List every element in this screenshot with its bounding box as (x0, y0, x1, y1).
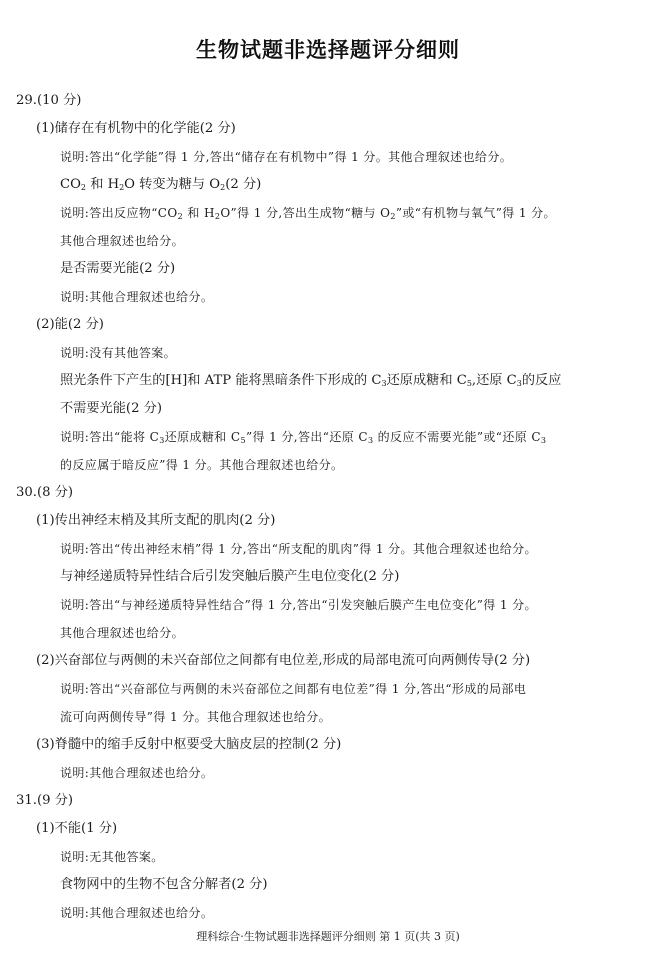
scoring-note: 说明:答出“化学能”得 1 分,答出“储存在有机物中”得 1 分。其他合理叙述也给分。 (60, 150, 513, 164)
scoring-note: 的反应属于暗反应”得 1 分。其他合理叙述也给分。 (60, 458, 344, 472)
scoring-note: 说明:其他合理叙述也给分。 (60, 290, 214, 304)
answer-line: $CO_2$ 和 $H_2O$ 转变为糖与 $O_2(2$ 分) (60, 177, 262, 192)
sub-question-answer: (2)能(2 分) (36, 317, 104, 332)
sub-question-answer: (1)传出神经末梢及其所支配的肌肉(2 分) (36, 513, 276, 528)
scoring-note: 说明:答出“传出神经末梢”得 1 分,答出“所支配的肌肉”得 1 分。其他合理叙述也给分。 (60, 542, 537, 556)
question-heading: 30.(8 分) (16, 485, 74, 500)
answer-line: 与神经递质特异性结合后引发突触后膜产生电位变化(2 分) (60, 569, 400, 584)
answer-line: 不需要光能(2 分) (60, 401, 162, 416)
scoring-note: 说明:其他合理叙述也给分。 (60, 766, 214, 780)
scoring-note: 说明:答出“兴奋部位与两侧的未兴奋部位之间都有电位差”得 1 分,答出“形成的局部电 (60, 682, 527, 696)
scoring-note: 说明:无其他答案。 (60, 850, 164, 864)
page-footer: 理科综合·生物试题非选择题评分细则 第 1 页(共 3 页) (196, 930, 460, 943)
answer-line: 照光条件下产生的[H]和 ATP 能将黑暗条件下形成的 $C_3$还原成糖和 $C_5$,还原 $C_3$的反应 (60, 373, 562, 388)
scoring-note: 其他合理叙述也给分。 (60, 234, 185, 248)
answer-line: 食物网中的生物不包含分解者(2 分) (60, 877, 268, 892)
sub-question-answer: (2)兴奋部位与两侧的未兴奋部位之间都有电位差,形成的局部电流可向两侧传导(2 分) (36, 653, 531, 668)
sub-question-answer: (1)储存在有机物中的化学能(2 分) (36, 121, 236, 136)
answer-line: 是否需要光能(2 分) (60, 261, 176, 276)
sub-question-answer: (1)不能(1 分) (36, 821, 118, 836)
scoring-note: 说明:没有其他答案。 (60, 346, 177, 360)
scoring-note: 说明:其他合理叙述也给分。 (60, 906, 214, 920)
scoring-note: 其他合理叙述也给分。 (60, 626, 185, 640)
page-title: 生物试题非选择题评分细则 (196, 38, 460, 62)
sub-question-answer: (3)脊髓中的缩手反射中枢要受大脑皮层的控制(2 分) (36, 737, 342, 752)
scoring-note: 说明:答出“与神经递质特异性结合”得 1 分,答出“引发突触后膜产生电位变化”得 1 分。 (60, 598, 537, 612)
question-heading: 31.(9 分) (16, 793, 74, 808)
scoring-note: 说明:答出“能将 $C_3$还原成糖和 $C_5$”得 1 分,答出“还原 $C_3$ 的反应不需要光能”或“还原 $C_3$ (60, 430, 547, 445)
question-heading: 29.(10 分) (16, 93, 82, 108)
scoring-note: 说明:答出反应物“$CO_2$ 和 $H_2O$”得 1 分,答出生成物“糖与 $O_2$”或“有机物与氧气”得 1 分。 (60, 206, 556, 221)
scoring-note: 流可向两侧传导”得 1 分。其他合理叙述也给分。 (60, 710, 332, 724)
